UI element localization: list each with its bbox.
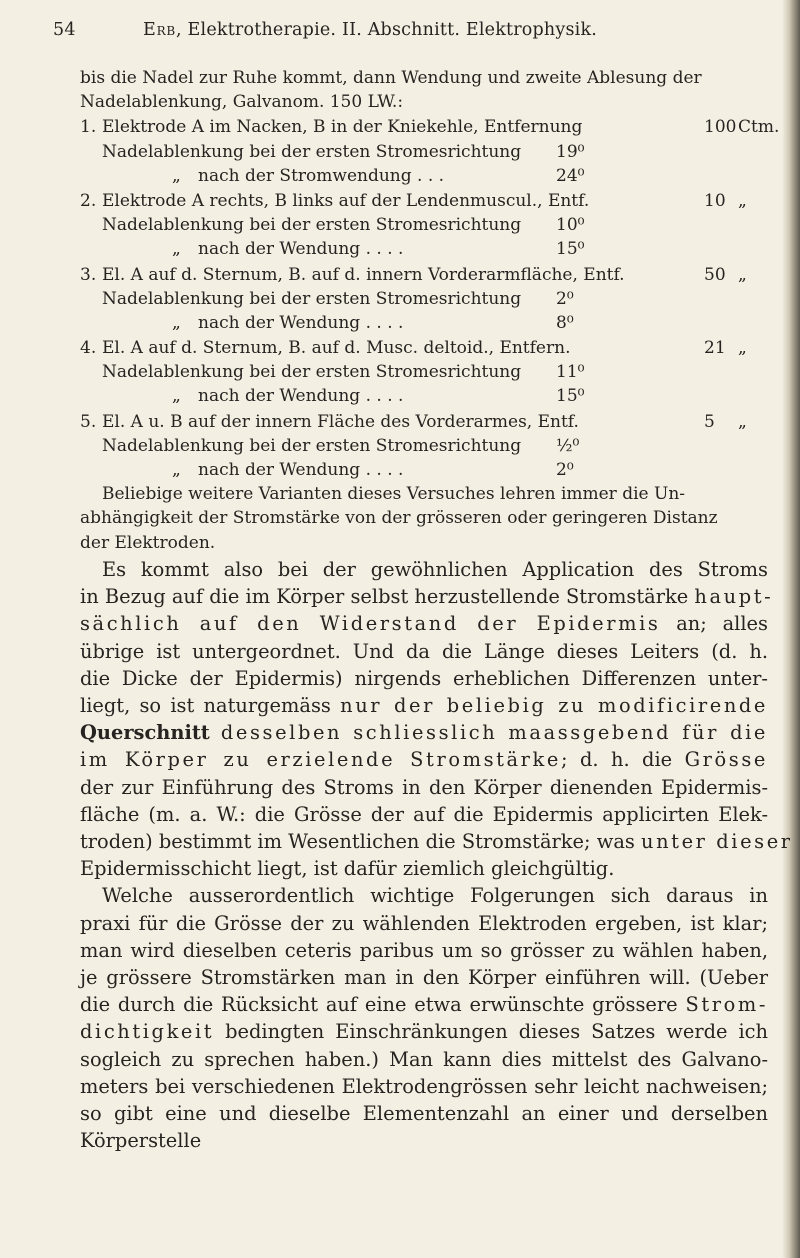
text-run: troden) bestimmt im Wesentlichen die Stromstärke; was [80,830,641,854]
text-line [80,828,793,855]
second-deflection-value: 24⁰ [556,165,585,186]
distance-unit: Ctm. [738,117,780,138]
experiment-4 [80,336,764,409]
paragraph-2 [80,882,768,1154]
experiment-description: El. A auf d. Sternum, B. auf d. innern Vorderarmfläche, Entf. [102,264,625,285]
experiment-number: 2. [80,190,97,211]
experiment-number: 3. [80,264,97,285]
running-title [143,20,597,40]
text-line [80,746,768,773]
experiment-description: Elektrode A im Nacken, B in der Kniekehle, Entfernung [102,117,583,138]
text-run: in Bezug auf die im Körper selbst herzustellende Stromstärke [80,585,695,609]
first-deflection-label: Nadelablenkung bei der ersten Stromesrichtung [102,288,522,309]
intro-line-2: Nadelablenkung, Galvanom. 150 LW.: [80,92,404,113]
second-deflection-label: nach der Stromwendung . . . [198,165,445,186]
text-line: fläche (m. a. W.: die Grösse der auf die Epidermis applicirten Elek- [80,802,768,826]
first-deflection-value: 11⁰ [556,362,585,383]
second-deflection-value: 15⁰ [556,239,585,260]
first-deflection-value: 10⁰ [556,215,585,236]
text-line: sogleich zu sprechen haben.) Man kann dies mittelst des Galvano- [80,1047,768,1071]
ditto-mark: „ [172,165,181,186]
experiment-3 [80,263,764,336]
spaced-emphasis: desselben schliesslich maassgebend für die [209,721,768,745]
first-deflection-value: 2⁰ [556,288,574,309]
distance-unit: „ [738,338,747,359]
conclusion-line-2: abhängigkeit der Stromstärke von der grösseren oder geringeren Distanz [80,508,718,529]
text-line: übrige ist untergeordnet. Und da die Länge dieses Leiters (d. h. [80,639,768,663]
text-run: bedingten Einschränkungen dieses Satzes werde ich [214,1020,768,1044]
chapter-title: , Elektrotherapie. II. Abschnitt. Elektrophysik. [176,20,598,40]
paragraph-1 [80,556,793,882]
text-line [80,991,768,1018]
text-run: an; alles [660,612,768,636]
text-run: liegt, so ist naturgemäss [80,694,341,718]
text-line: Epidermisschicht liegt, ist dafür ziemlich gleichgültig. [80,857,615,881]
first-deflection-label: Nadelablenkung bei der ersten Stromesrichtung [102,141,522,162]
distance-unit: „ [738,190,747,211]
experiment-5 [80,410,764,483]
text-line: die Dicke der Epidermis) nirgends erheblichen Differenzen unter- [80,666,768,690]
text-line: der zur Einführung des Stroms in den Körper dienenden Epidermis- [80,775,768,799]
text-line: Körperstelle [80,1129,202,1153]
experiment-number: 5. [80,411,97,432]
text-run: ; d. h. die [560,748,685,772]
distance-unit: „ [738,264,747,285]
second-deflection-value: 15⁰ [556,386,585,407]
experiment-description: El. A u. B auf der innern Fläche des Vorderarmes, Entf. [102,411,579,432]
text-line: man wird dieselben ceteris paribus um so grösser zu wählen haben, [80,938,768,962]
spaced-emphasis: sächlich auf den Widerstand der Epidermis [80,612,661,636]
text-run: die durch die Rücksicht auf eine etwa erwünschte grössere [80,993,686,1017]
spaced-emphasis: dichtigkeit [80,1020,215,1044]
second-deflection-label: nach der Wendung . . . . [198,239,404,260]
experiment-1 [80,115,780,188]
text-line: Es kommt also bei der gewöhnlichen Application des Stroms [102,558,768,581]
spaced-emphasis: nur der beliebig zu modificirende [340,694,768,718]
text-line: je grössere Stromstärken man in den Körper einführen will. (Ueber [80,966,768,990]
spaced-emphasis: Strom- [685,993,768,1017]
ditto-mark: „ [172,239,181,260]
first-deflection-label: Nadelablenkung bei der ersten Stromesrichtung [102,215,522,236]
experiment-description: El. A auf d. Sternum, B. auf d. Musc. deltoid., Entfern. [102,338,571,359]
spaced-emphasis: im Körper zu erzielende Stromstärke [80,748,561,772]
first-deflection-label: Nadelablenkung bei der ersten Stromesrichtung [102,362,522,383]
text-line [80,610,768,637]
text-line: meters bei verschiedenen Elektrodengrössen sehr leicht nachweisen; [80,1074,768,1098]
first-deflection-label: Nadelablenkung bei der ersten Stromesrichtung [102,435,522,456]
text-line: praxi für die Grösse der zu wählenden Elektroden ergeben, ist klar; [80,911,768,935]
second-deflection-label: nach der Wendung . . . . [198,460,404,481]
ditto-mark: „ [172,460,181,481]
experiment-section [80,66,780,555]
conclusion-line-1: Beliebige weitere Varianten dieses Versuches lehren immer die Un- [102,484,686,505]
experiment-distance: 5 [704,411,715,432]
intro-line-1: bis die Nadel zur Ruhe kommt, dann Wendung und zweite Ablesung der [80,68,702,88]
second-deflection-value: 8⁰ [556,312,574,333]
spaced-emphasis: unter dieser [641,830,793,854]
conclusion-line-3: der Elektroden. [80,532,216,553]
text-line [80,692,768,719]
first-deflection-value: 19⁰ [556,141,585,162]
page-number: 54 [53,20,76,40]
experiment-distance: 10 [704,190,726,211]
text-line [80,583,774,610]
ditto-mark: „ [172,386,181,407]
experiment-number: 4. [80,338,97,359]
experiment-distance: 21 [704,338,726,359]
text-line [80,719,768,746]
text-line: Welche ausserordentlich wichtige Folgerungen sich daraus in [102,884,768,908]
experiment-2 [80,189,764,262]
experiment-description: Elektrode A rechts, B links auf der Lendenmuscul., Entf. [102,190,590,211]
text-line [80,1018,768,1045]
first-deflection-value: ½⁰ [556,435,580,456]
ditto-mark: „ [172,312,181,333]
second-deflection-value: 2⁰ [556,460,574,481]
text-line: so gibt eine und dieselbe Elementenzahl an einer und derselben [80,1102,768,1126]
second-deflection-label: nach der Wendung . . . . [198,386,404,407]
main-text [80,556,793,1154]
experiment-distance: 100 [704,117,737,138]
spaced-emphasis: haupt- [694,585,774,609]
spaced-emphasis: Grösse [684,748,768,772]
bold-term: Querschnitt [80,721,210,745]
distance-unit: „ [738,411,747,432]
experiment-conclusion [80,482,764,555]
page-edge-shadow [782,0,800,1258]
experiment-distance: 50 [704,264,726,285]
author-name: Erb [143,20,177,40]
second-deflection-label: nach der Wendung . . . . [198,312,404,333]
experiment-number: 1. [80,117,97,138]
